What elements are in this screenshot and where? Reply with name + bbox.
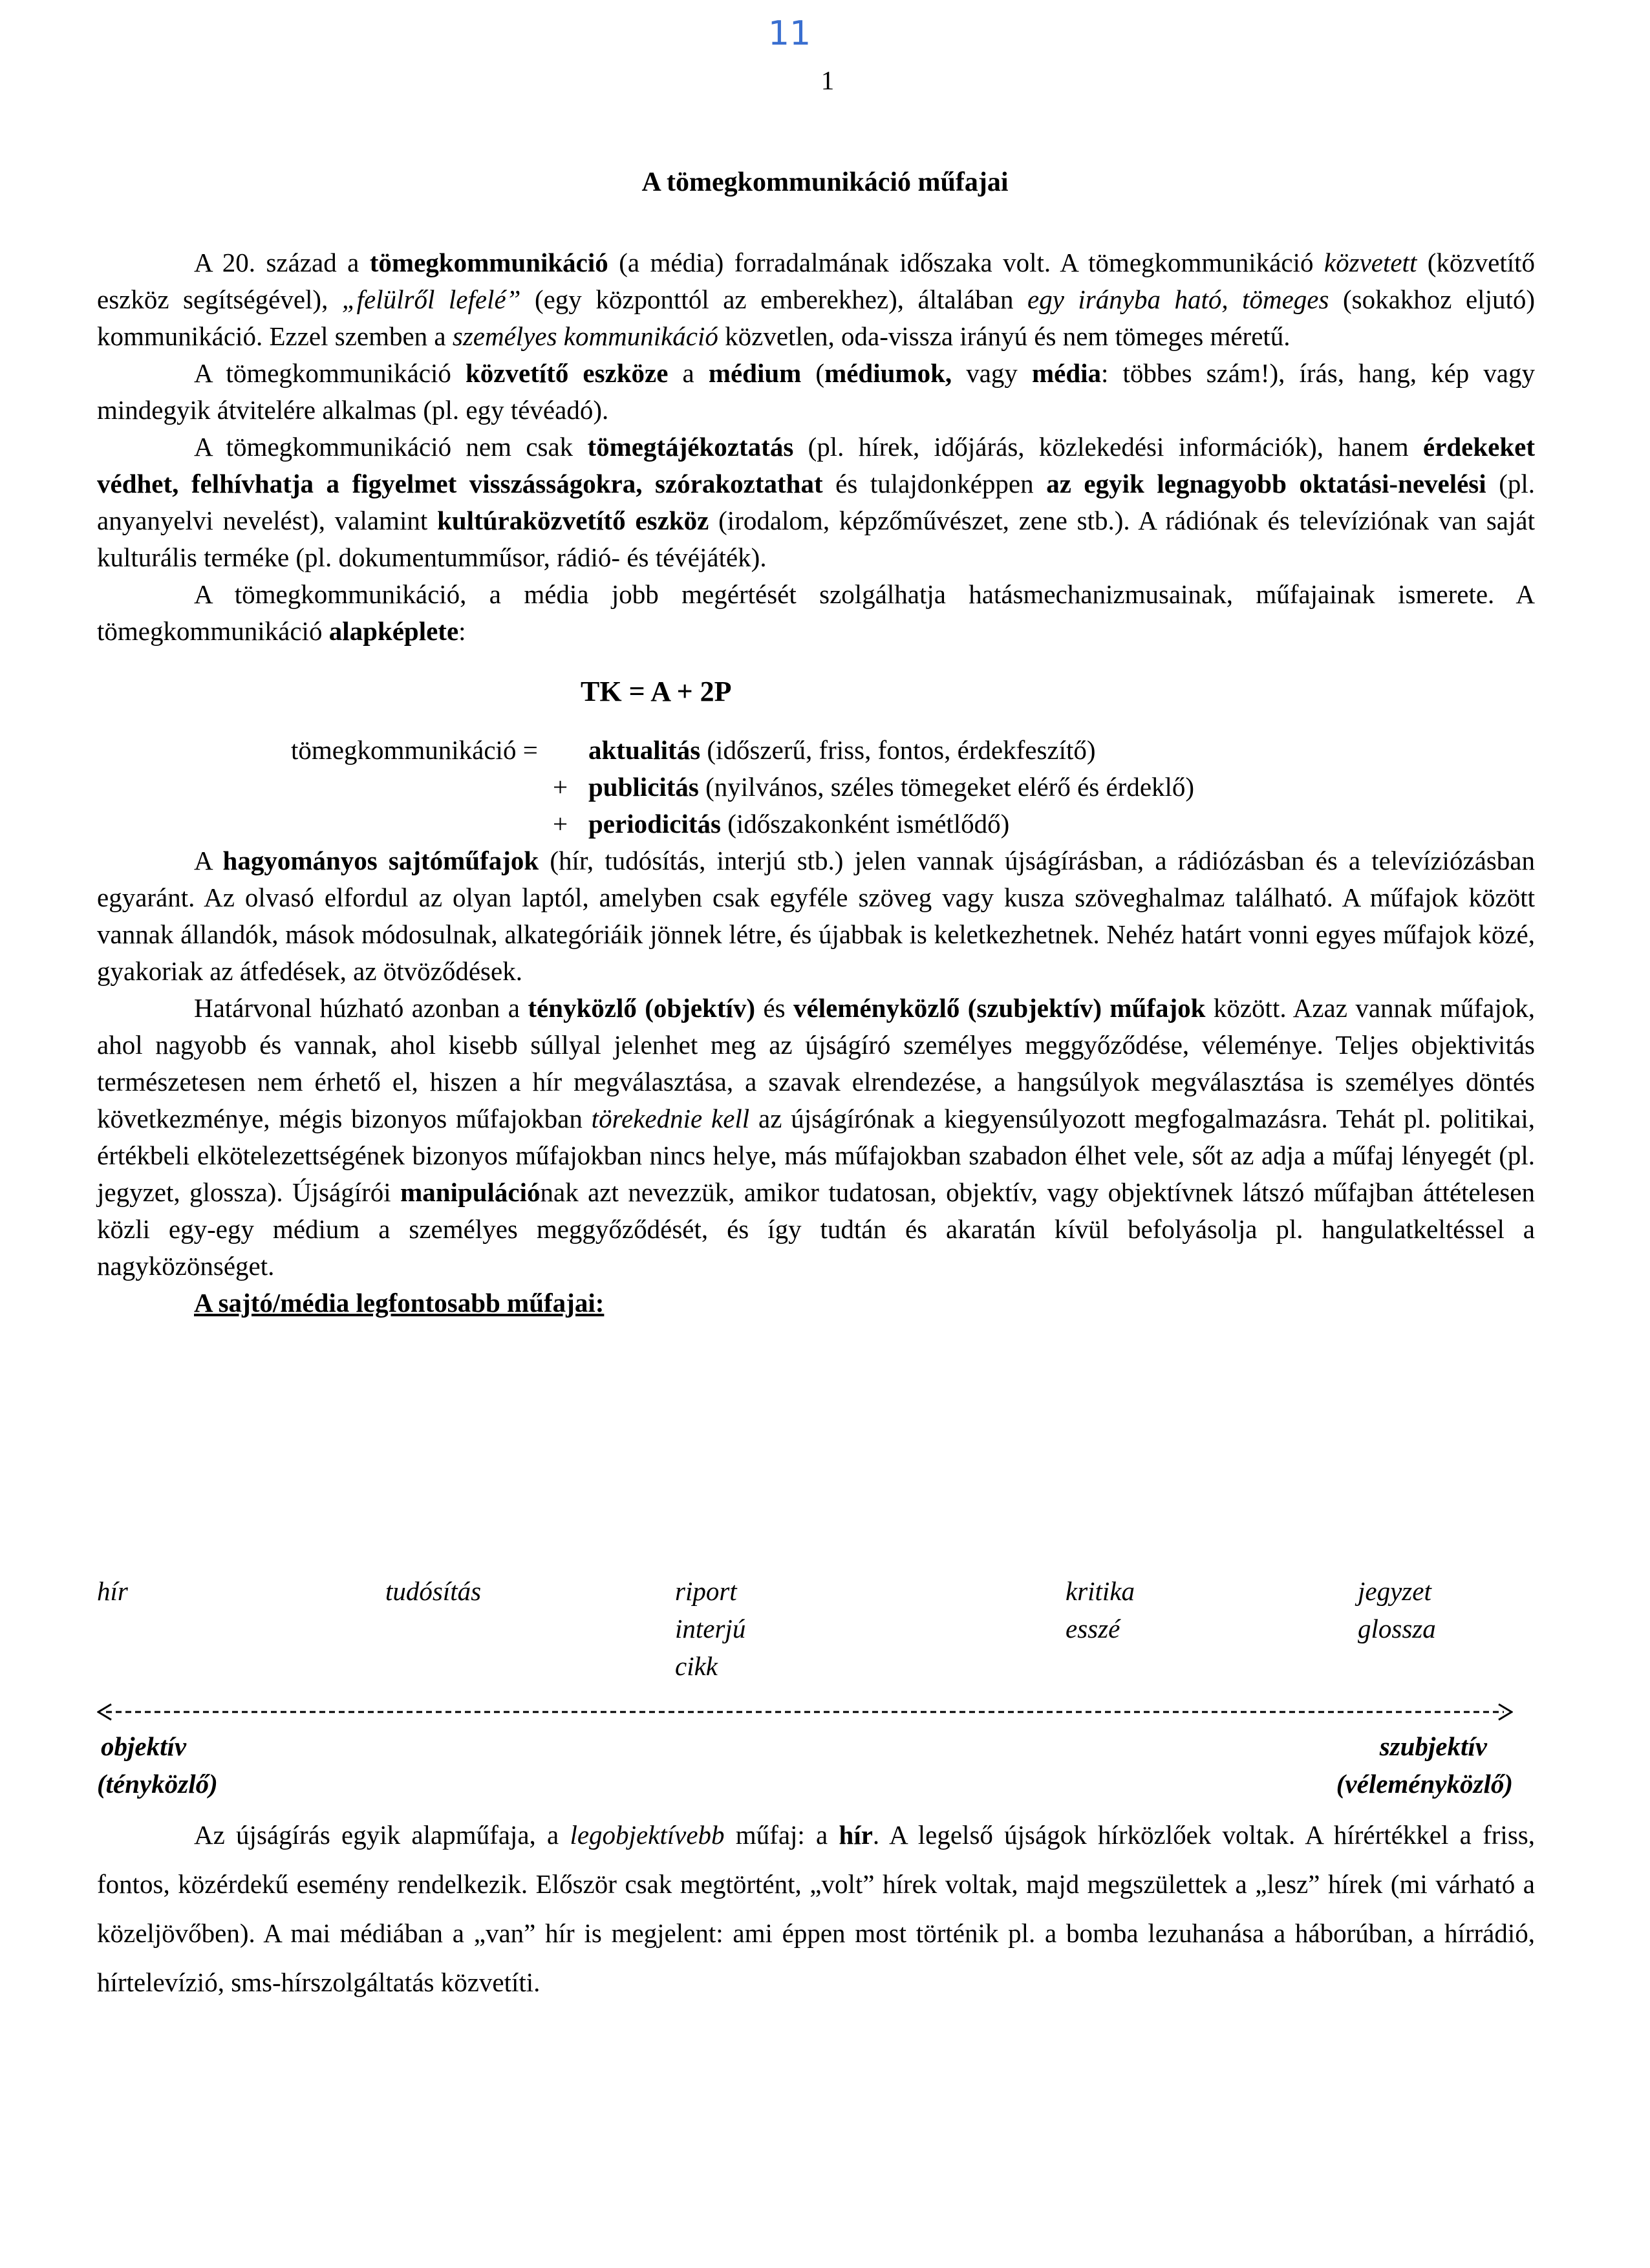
text-run: A — [194, 846, 223, 875]
bold-phrase: érdekeket védhet, felhívhatja a figyelmet visszásságokra, szórakoztathat — [97, 432, 1535, 498]
text-run: (irodalom, képzőművészet, zene stb.). A rádiónak és televíziónak van saját kulturális terméke (pl. dokumentumműsor, rádió- és tévéjáték). — [97, 506, 1535, 572]
text-run: vagy — [952, 358, 1032, 388]
pole-label: objektív — [101, 1731, 187, 1761]
text-run: A tömegkommunikáció nem csak — [194, 432, 588, 462]
genres-heading: A sajtó/média legfontosabb műfajai: — [194, 1288, 605, 1318]
formula-term-row — [588, 732, 1535, 769]
genre-item: hír — [97, 1576, 128, 1606]
formula-left-label: tömegkommunikáció = — [291, 735, 538, 765]
paragraph-functions — [97, 429, 1535, 576]
pole-sublabel: (tényközlő) — [97, 1769, 218, 1799]
text-run: (egy központtól az emberekhez), általában — [520, 284, 1028, 314]
text-run: A tömegkommunikáció, a média jobb megértését szolgálhatja hatásmechanizmusainak, műfajainak ismerete. A tömegkommunikáció — [97, 579, 1535, 646]
document-title: A tömegkommunikáció műfajai — [641, 167, 1009, 197]
genre-item: kritika — [1066, 1576, 1135, 1606]
genre-column — [1358, 1572, 1436, 1647]
bold-phrase: média — [1031, 358, 1102, 388]
text-run: (a média) forradalmának időszaka volt. A tömegkommunikáció — [608, 248, 1324, 277]
pole-label: szubjektív — [1379, 1731, 1487, 1761]
bold-phrase: hagyományos sajtóműfajok — [222, 846, 539, 875]
genre-column — [385, 1572, 481, 1610]
pole-subjective — [1228, 1728, 1513, 1803]
genre-item: esszé — [1066, 1614, 1120, 1643]
text-run: között. Azaz vannak műfajok, ahol nagyobb és vannak, ahol kisebb súllyal jelenhet meg az újságíró személyes meggyőződése, véleménye. Teljes objektivitás természetesen nem érhető el, hiszen a hír megválasztása, a szavak elrendezése, a hangsúlyok megválasztása is személyes döntés következménye, mégis bizonyos műfajokban — [97, 993, 1535, 1133]
italic-phrase: személyes kommunikáció — [452, 321, 718, 351]
pole-objective — [97, 1728, 218, 1803]
paragraph-traditional-genres — [97, 842, 1535, 990]
bold-phrase: hír — [839, 1820, 873, 1850]
genre-column — [1066, 1572, 1135, 1647]
paragraph-intro — [97, 244, 1535, 355]
formula-term: periodicitás — [588, 809, 721, 839]
bold-phrase: manipuláció — [400, 1177, 541, 1207]
text-run: közvetlen, oda-vissza irányú és nem tömeges méretű. — [718, 321, 1291, 351]
text-run: A 20. század a — [194, 248, 370, 277]
bold-phrase: tömegtájékoztatás — [587, 432, 794, 462]
text-run: (pl. anyanyelvi nevelést), valamint — [97, 469, 1536, 535]
paragraph-boundary — [97, 990, 1535, 1285]
text-run: műfaj: a — [724, 1820, 839, 1850]
pole-sublabel: (véleményközlő) — [1336, 1769, 1513, 1799]
handwritten-page-mark: 11 — [768, 14, 811, 53]
genre-item: jegyzet — [1358, 1576, 1431, 1606]
formula-term-gloss: (nyilvános, széles tömegeket elérő és érdeklő) — [698, 772, 1195, 802]
formula-term-gloss: (időszakonként ismétlődő) — [720, 809, 1010, 839]
text-run: (hír, tudósítás, interjú stb.) jelen vannak újságírásban, a rádiózásban és a televíziózásban egyaránt. Az olvasó elfordul az olyan laptól, amelyben csak egyféle szöveg vagy kusza szöveghalmaz található. A műfajok között vannak állandók, mások módosulnak, alkategóriáik jönnek létre, és újabbak is keletkezhetnek. Nehéz határt vonni egyes műfajok közé, gyakoriak az átfedések, az ötvöződések. — [97, 846, 1535, 986]
text-run: A tömegkommunikáció — [194, 358, 466, 388]
text-run: Határvonal húzható azonban a — [194, 993, 528, 1023]
text-run: (sokakhoz eljutó) kommunikáció. Ezzel szemben a — [97, 284, 1536, 351]
text-run: nak azt nevezzük, amikor tudatosan, objektív, vagy objektívnek látszó műfajban áttételesen közli egy-egy médium a személyes meggyőződését, és így tudtán és akaratán kívül befolyásolja pl. hangulatkeltéssel a nagyközönséget. — [97, 1177, 1535, 1281]
paragraph-medium — [97, 355, 1535, 429]
text-run: : — [458, 616, 466, 646]
bold-phrase: médium — [708, 358, 802, 388]
text-run: . A legelső újságok hírközlőek voltak. A hírértékkel a friss, fontos, közérdekű esemény rendelkezik. Először csak megtörtént, „volt” hírek voltak, majd megszülettek a „lesz” hírek (mi várható a közeljövőben). A mai médiában a „van” hír is megjelent: ami éppen most történik pl. a bomba lezuhanása a háborúban, a hírrádió, hírtelevízió, sms-hírszolgáltatás közvetíti. — [97, 1820, 1535, 1997]
italic-phrase: közvetett — [1323, 248, 1417, 277]
text-run: Az újságírás egyik alapműfaja, a — [194, 1820, 570, 1850]
text-run: az újságírónak a kiegyensúlyozott megfogalmazásra. Tehát pl. politikai, értékbeli elkötelezettségének bizonyos műfajokban nincs helye, más műfajokban szabadon élhet vele, sőt az adja a műfaj lényegét (pl. jegyzet, glossza). Újságírói — [97, 1104, 1536, 1207]
text-run: (közvetítő eszköz segítségével), — [97, 248, 1535, 314]
news-section — [97, 1810, 1535, 2007]
genre-item: glossza — [1358, 1614, 1436, 1643]
page-number: 1 — [820, 65, 835, 95]
genre-item: riport — [675, 1576, 737, 1606]
bold-phrase: kultúraközvetítő eszköz — [437, 506, 709, 535]
genre-column — [675, 1572, 745, 1685]
text-run: (pl. hírek, időjárás, közlekedési információk), hanem — [793, 432, 1423, 462]
paragraph-news — [97, 1810, 1535, 2007]
objectivity-axis-arrow — [97, 1699, 1513, 1725]
paragraph-formula-intro — [97, 576, 1535, 650]
formula-equation: TK = A + 2P — [581, 676, 732, 707]
genre-item: tudósítás — [385, 1576, 482, 1606]
italic-phrase: „felülről lefelé” — [341, 284, 521, 314]
bold-phrase: az egyik legnagyobb oktatási-nevelési — [1046, 469, 1486, 498]
genre-item: interjú — [675, 1614, 746, 1643]
main-text — [97, 244, 1535, 1321]
bold-phrase: véleményközlő (szubjektív) műfajok — [793, 993, 1206, 1023]
formula-term-gloss: (időszerű, friss, fontos, érdekfeszítő) — [700, 735, 1096, 765]
bold-phrase: médiumok, — [824, 358, 952, 388]
text-run: : többes szám!), írás, hang, kép vagy mindegyik átvitelére alkalmas (pl. egy tévéadó). — [97, 358, 1536, 425]
formula-term: publicitás — [588, 772, 699, 802]
bold-phrase: tényközlő (objektív) — [528, 993, 756, 1023]
italic-phrase: egy irányba ható, tömeges — [1027, 284, 1329, 314]
genre-column — [97, 1572, 128, 1610]
genre-item: cikk — [675, 1651, 718, 1681]
formula-terms — [553, 732, 1535, 842]
bold-phrase: tömegkommunikáció — [369, 248, 608, 277]
formula-term: aktualitás — [588, 735, 701, 765]
text-run: ( — [801, 358, 825, 388]
bold-phrase: közvetítő eszköze — [465, 358, 669, 388]
italic-phrase: törekednie kell — [591, 1104, 750, 1133]
text-run: és — [755, 993, 794, 1023]
bold-phrase: alapképlete — [328, 616, 459, 646]
italic-phrase: legobjektívebb — [570, 1820, 725, 1850]
formula-definition — [97, 732, 1535, 842]
text-run: és tulajdonképpen — [822, 469, 1047, 498]
formula-term-row: + publicitás (nyilvános, széles tömegeket elérő és érdeklő) — [553, 772, 1195, 802]
formula-term-row: + periodicitás (időszakonként ismétlődő) — [553, 809, 1010, 839]
text-run: a — [668, 358, 709, 388]
